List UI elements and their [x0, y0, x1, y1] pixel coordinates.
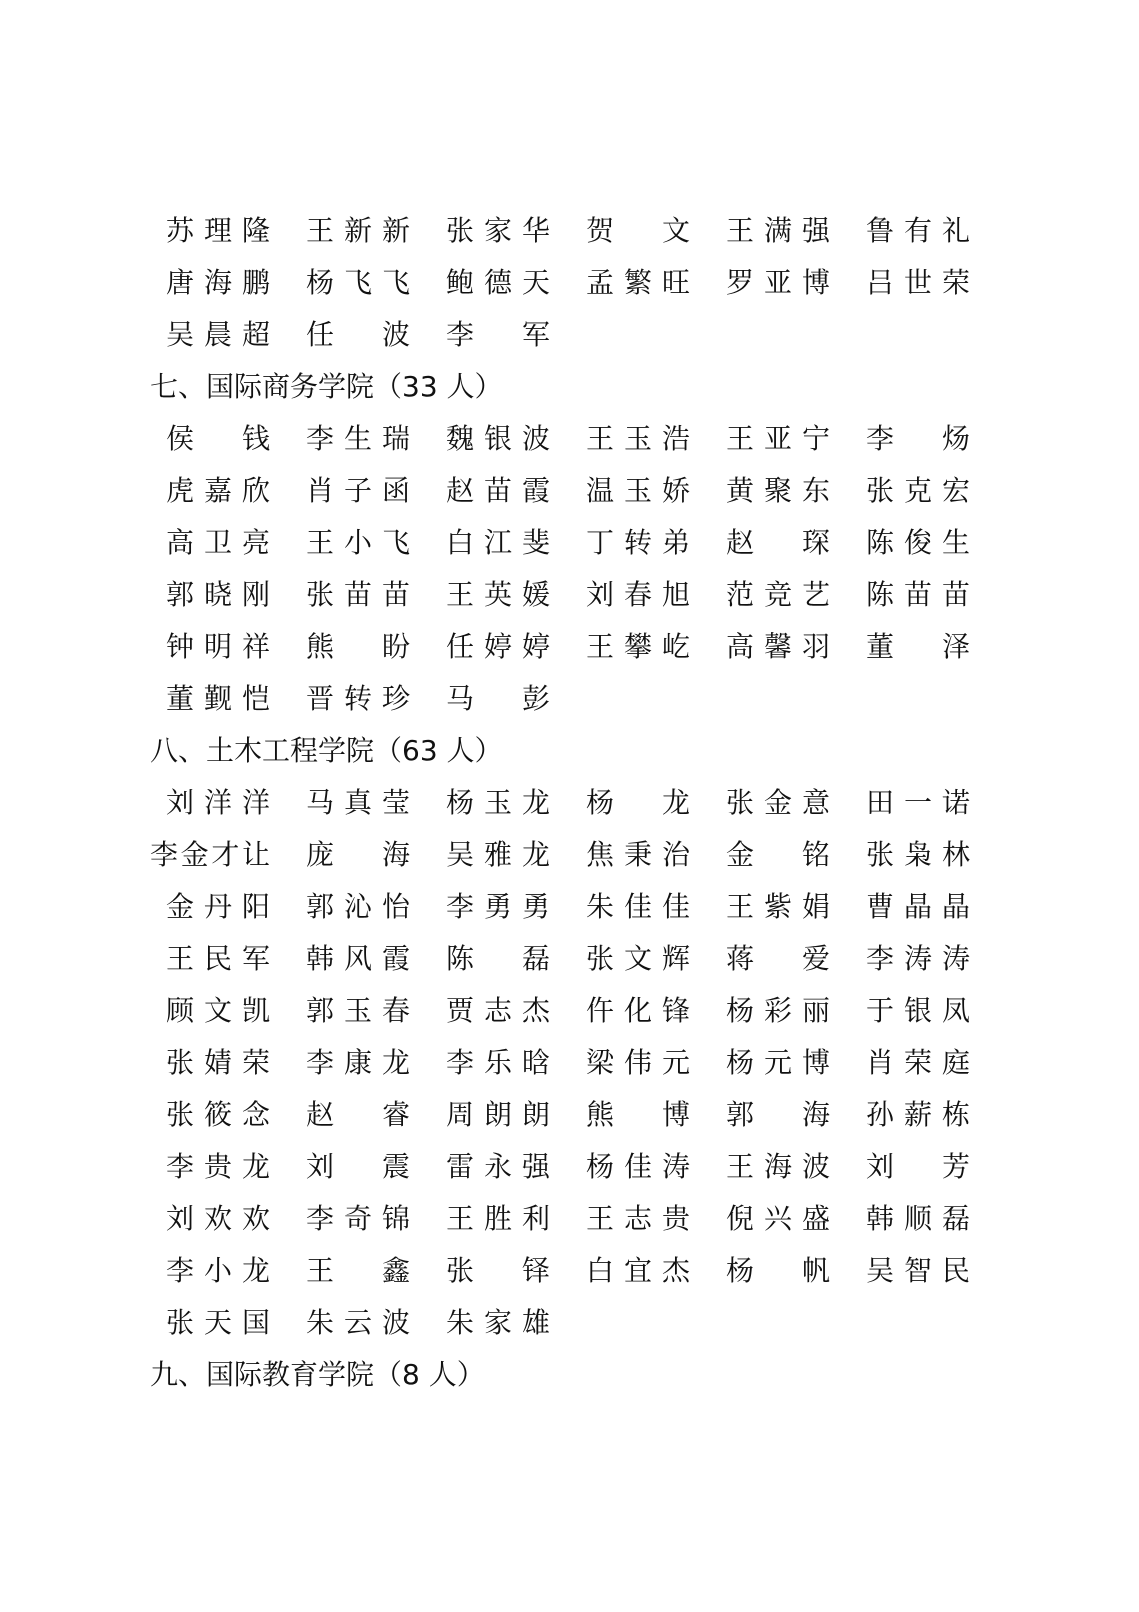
person-name: 王 玉 浩 — [586, 422, 690, 455]
name-row — [150, 465, 990, 517]
person-name: 王 志 贵 — [586, 1202, 690, 1235]
name-row — [150, 621, 990, 673]
person-name: 王 英 媛 — [446, 578, 550, 611]
person-name: 于 银 凤 — [866, 994, 970, 1027]
person-name: 肖 荣 庭 — [866, 1046, 970, 1079]
person-name: 白 江 斐 — [446, 526, 550, 559]
person-name: 王 亚 宁 — [726, 422, 830, 455]
person-name: 王 紫 娟 — [726, 890, 830, 923]
person-name: 李 小 龙 — [166, 1254, 270, 1287]
person-name: 丁 转 弟 — [586, 526, 690, 559]
person-name: 杨 玉 龙 — [446, 786, 550, 819]
person-name: 王 胜 利 — [446, 1202, 550, 1235]
person-name: 马 彭 — [446, 682, 550, 715]
person-name: 魏 银 波 — [446, 422, 550, 455]
person-name: 周 朗 朗 — [446, 1098, 550, 1131]
person-name: 钟 明 祥 — [166, 630, 270, 663]
person-name: 仵 化 锋 — [586, 994, 690, 1027]
name-row — [150, 829, 990, 881]
person-name: 朱 佳 佳 — [586, 890, 690, 923]
person-name: 刘 春 旭 — [586, 578, 690, 611]
person-name: 黄 聚 东 — [726, 474, 830, 507]
name-row — [150, 673, 990, 725]
name-row — [150, 517, 990, 569]
name-row — [150, 933, 990, 985]
person-name: 董 泽 — [866, 630, 970, 663]
person-name: 李 生 瑞 — [306, 422, 410, 455]
person-name: 陈 俊 生 — [866, 526, 970, 559]
name-row — [150, 1193, 990, 1245]
person-name: 郭 玉 春 — [306, 994, 410, 1027]
person-name: 白 宜 杰 — [586, 1254, 690, 1287]
name-row — [150, 985, 990, 1037]
person-name: 杨 彩 丽 — [726, 994, 830, 1027]
person-name: 吴 晨 超 — [166, 318, 270, 351]
person-name: 杨 帆 — [726, 1254, 830, 1287]
name-row — [150, 309, 990, 361]
person-name: 唐 海 鹏 — [166, 266, 270, 299]
name-row — [150, 1089, 990, 1141]
name-row — [150, 569, 990, 621]
person-name: 陈 磊 — [446, 942, 550, 975]
person-name: 熊 盼 — [306, 630, 410, 663]
person-name: 朱 家 雄 — [446, 1306, 550, 1339]
person-name: 韩 风 霞 — [306, 942, 410, 975]
name-row — [150, 881, 990, 933]
person-name: 李 金 才 让 — [150, 838, 270, 871]
person-name: 陈 苗 苗 — [866, 578, 970, 611]
person-name: 张 婧 荣 — [166, 1046, 270, 1079]
person-name: 鲍 德 天 — [446, 266, 550, 299]
person-name: 李 康 龙 — [306, 1046, 410, 1079]
person-name: 吴 雅 龙 — [446, 838, 550, 871]
person-name: 刘 洋 洋 — [166, 786, 270, 819]
section-heading: 九、国际教育学院（8 人） — [150, 1358, 485, 1391]
person-name: 李 炀 — [866, 422, 970, 455]
person-name: 王 小 飞 — [306, 526, 410, 559]
person-name: 梁 伟 元 — [586, 1046, 690, 1079]
person-name: 李 涛 涛 — [866, 942, 970, 975]
person-name: 张 金 意 — [726, 786, 830, 819]
person-name: 王 海 波 — [726, 1150, 830, 1183]
person-name: 李 贵 龙 — [166, 1150, 270, 1183]
person-name: 张 克 宏 — [866, 474, 970, 507]
name-list — [150, 205, 990, 1401]
person-name: 雷 永 强 — [446, 1150, 550, 1183]
person-name: 张 铎 — [446, 1254, 550, 1287]
person-name: 杨 元 博 — [726, 1046, 830, 1079]
person-name: 张 筱 念 — [166, 1098, 270, 1131]
person-name: 刘 震 — [306, 1150, 410, 1183]
person-name: 张 文 辉 — [586, 942, 690, 975]
person-name: 熊 博 — [586, 1098, 690, 1131]
person-name: 范 竞 艺 — [726, 578, 830, 611]
person-name: 王 满 强 — [726, 214, 830, 247]
section-heading: 八、土木工程学院（63 人） — [150, 734, 503, 767]
person-name: 任 波 — [306, 318, 410, 351]
person-name: 金 铭 — [726, 838, 830, 871]
person-name: 韩 顺 磊 — [866, 1202, 970, 1235]
person-name: 张 枭 林 — [866, 838, 970, 871]
name-row — [150, 1245, 990, 1297]
person-name: 王 新 新 — [306, 214, 410, 247]
person-name: 董 觐 恺 — [166, 682, 270, 715]
person-name: 肖 子 函 — [306, 474, 410, 507]
name-row — [150, 257, 990, 309]
person-name: 李 乐 晗 — [446, 1046, 550, 1079]
name-row — [150, 413, 990, 465]
person-name: 温 玉 娇 — [586, 474, 690, 507]
person-name: 刘 芳 — [866, 1150, 970, 1183]
person-name: 贾 志 杰 — [446, 994, 550, 1027]
person-name: 罗 亚 博 — [726, 266, 830, 299]
person-name: 苏 理 隆 — [166, 214, 270, 247]
person-name: 顾 文 凯 — [166, 994, 270, 1027]
person-name: 吴 智 民 — [866, 1254, 970, 1287]
person-name: 郭 晓 刚 — [166, 578, 270, 611]
name-row — [150, 1037, 990, 1089]
person-name: 晋 转 珍 — [306, 682, 410, 715]
person-name: 王 鑫 — [306, 1254, 410, 1287]
person-name: 焦 秉 治 — [586, 838, 690, 871]
person-name: 鲁 有 礼 — [866, 214, 970, 247]
person-name: 王 民 军 — [166, 942, 270, 975]
person-name: 王 攀 屹 — [586, 630, 690, 663]
person-name: 倪 兴 盛 — [726, 1202, 830, 1235]
person-name: 孟 繁 旺 — [586, 266, 690, 299]
person-name: 张 苗 苗 — [306, 578, 410, 611]
person-name: 孙 薪 栋 — [866, 1098, 970, 1131]
person-name: 张 家 华 — [446, 214, 550, 247]
person-name: 赵 琛 — [726, 526, 830, 559]
person-name: 吕 世 荣 — [866, 266, 970, 299]
person-name: 曹 晶 晶 — [866, 890, 970, 923]
name-row — [150, 1141, 990, 1193]
person-name: 贺 文 — [586, 214, 690, 247]
person-name: 李 军 — [446, 318, 550, 351]
person-name: 庞 海 — [306, 838, 410, 871]
person-name: 任 婷 婷 — [446, 630, 550, 663]
person-name: 朱 云 波 — [306, 1306, 410, 1339]
person-name: 赵 睿 — [306, 1098, 410, 1131]
person-name: 高 卫 亮 — [166, 526, 270, 559]
person-name: 郭 海 — [726, 1098, 830, 1131]
name-row — [150, 777, 990, 829]
person-name: 赵 苗 霞 — [446, 474, 550, 507]
person-name: 侯 钱 — [166, 422, 270, 455]
name-row — [150, 1297, 990, 1349]
person-name: 李 奇 锦 — [306, 1202, 410, 1235]
person-name: 杨 龙 — [586, 786, 690, 819]
section-heading: 七、国际商务学院（33 人） — [150, 370, 503, 403]
person-name: 蒋 爱 — [726, 942, 830, 975]
person-name: 田 一 诺 — [866, 786, 970, 819]
person-name: 虎 嘉 欣 — [166, 474, 270, 507]
person-name: 张 天 国 — [166, 1306, 270, 1339]
person-name: 刘 欢 欢 — [166, 1202, 270, 1235]
person-name: 郭 沁 怡 — [306, 890, 410, 923]
person-name: 高 馨 羽 — [726, 630, 830, 663]
person-name: 金 丹 阳 — [166, 890, 270, 923]
name-row — [150, 205, 990, 257]
person-name: 杨 佳 涛 — [586, 1150, 690, 1183]
person-name: 杨 飞 飞 — [306, 266, 410, 299]
person-name: 马 真 莹 — [306, 786, 410, 819]
person-name: 李 勇 勇 — [446, 890, 550, 923]
